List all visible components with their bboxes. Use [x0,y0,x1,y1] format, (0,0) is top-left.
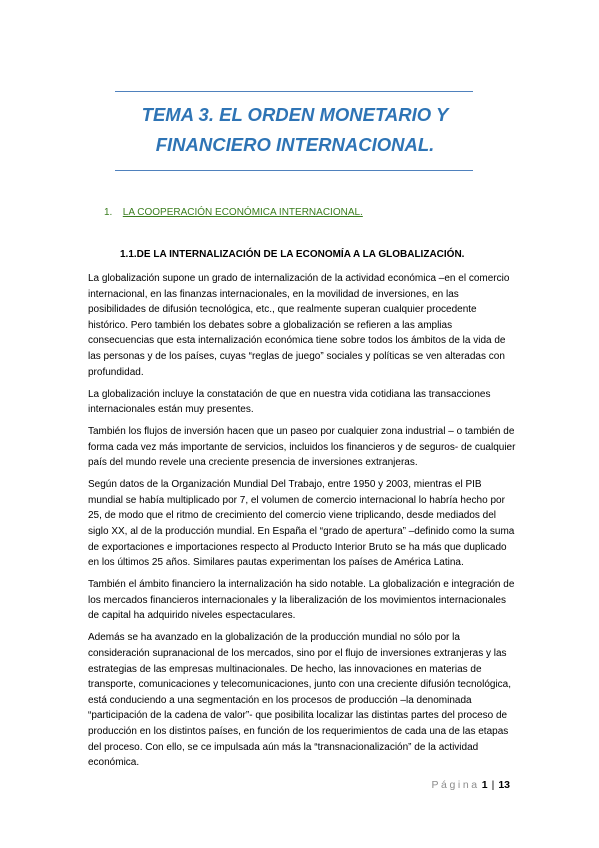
title-bottom-rule [115,170,473,171]
section-heading [104,207,363,218]
title-line-2: FINANCIERO INTERNACIONAL. [155,134,435,155]
section-number: 1. [104,207,113,218]
page-separator: | [491,779,495,791]
total-pages: 13 [498,779,510,791]
paragraph-3: También los flujos de inversión hacen que un paseo por cualquier zona industrial – o también de forma cada vez más importante de servicios, incluidos los financieros y de seguros- de cualquier país del mundo revele una creciente presencia de inversiones extranjeras. [88,426,516,469]
title-top-rule [115,91,473,92]
title-line-1: TEMA 3. EL ORDEN MONETARIO Y [141,104,449,125]
paragraph-2: La globalización incluye la constatación de que en nuestra vida cotidiana las transacciones internacionales están muy presentes. [88,388,491,416]
document-body [88,271,518,777]
subsection-heading: 1.1.DE LA INTERNALIZACIÓN DE LA ECONOMÍA A LA GLOBALIZACIÓN. [120,249,465,260]
paragraph-4: Según datos de la Organización Mundial Del Trabajo, entre 1950 y 2003, mientras el PIB mundial se había multiplicado por 7, el volumen de comercio internacional lo habría hecho por 25, de modo que el ritmo de crecimiento del comercio viene triplicando, desde mediados del siglo XX, al de la producción mundial. En España el “grado de apertura” –definido como la suma de exportaciones e importaciones respecto al Producto Interior Bruto se ha más que duplicado en los últimos 25 años. Similares pautas experimentan los países de América Latina. [88,479,515,569]
page-footer [431,779,510,791]
document-title [95,100,495,160]
section-title: LA COOPERACIÓN ECONÓMICA INTERNACIONAL. [122,207,363,218]
page-label: Página [431,779,480,791]
paragraph-5: También el ámbito financiero la internalización ha sido notable. La globalización e integración de los mercados financieros internacionales y la liberalización de los movimientos internacionales de capital ha adquirido niveles espectaculares. [88,579,515,622]
current-page-number: 1 [481,779,488,791]
paragraph-1: La globalización supone un grado de internalización de la actividad económica –en el comercio internacional, en las finanzas internacionales, en la movilidad de inversiones, en las posibilidades de difusión tecnológica, etc., que realmente superan cualquier procedente histórico. Pero también los debates sobre a globalización se refieren a las amplias consecuencias que esta internalización económica tiene sobre todos los ámbitos de la vida de las personas y de los países, cuyas “reglas de juego” sociales y políticas se ven alteradas con profundidad. [88,273,510,378]
paragraph-6: Además se ha avanzado en la globalización de la producción mundial no sólo por la consideración supranacional de los mercados, sino por el flujo de inversiones extranjeras y las estrategias de las empresas multinacionales. De hecho, las innovaciones en materias de transporte, comunicaciones y telecomunicaciones, junto con una creciente difusión tecnológica, está conduciendo a una segmentación en los procesos de producción –la denominada “participación de la cadena de valor”- que posibilita localizar las distintas partes del proceso de producción en los distintos países, en función de los requerimientos de cada una de las etapas del proceso. Con ello, se ce impulsada aún más la “transnacionalización” de la actividad económica. [88,632,512,769]
